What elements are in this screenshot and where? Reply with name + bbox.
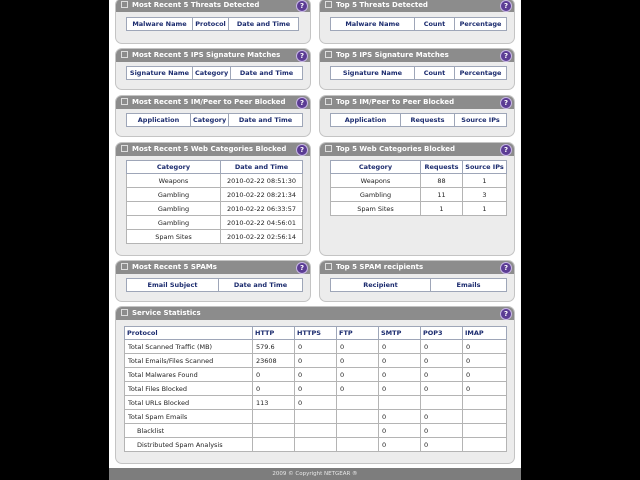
column-header[interactable]: Category — [127, 161, 221, 174]
table-cell: Gambling — [127, 216, 221, 230]
table-row — [127, 174, 303, 188]
table-cell: 0 — [379, 340, 421, 354]
table-row — [125, 424, 507, 438]
table-cell: 0 — [337, 382, 379, 396]
table-cell — [253, 438, 295, 452]
table-cell: 0 — [421, 354, 463, 368]
column-header: IMAP — [463, 327, 507, 340]
table-cell: 0 — [337, 354, 379, 368]
column-header[interactable]: Percentage — [455, 67, 507, 80]
table-cell — [379, 396, 421, 410]
top-im-panel — [319, 95, 515, 137]
collapse-icon[interactable] — [325, 1, 332, 8]
panel-header — [116, 143, 310, 156]
table-cell: 579.6 — [253, 340, 295, 354]
panel-header — [116, 0, 310, 12]
panel-title: Top 5 Threats Detected — [336, 1, 428, 9]
panel-title: Most Recent 5 SPAMs — [132, 263, 217, 271]
table-cell — [463, 424, 507, 438]
column-header[interactable]: Category — [191, 114, 229, 127]
column-header[interactable]: Source IPs — [455, 114, 507, 127]
collapse-icon[interactable] — [121, 98, 128, 105]
collapse-icon[interactable] — [325, 98, 332, 105]
row-label: Total Spam Emails — [125, 410, 253, 424]
top-im-table — [330, 113, 507, 127]
table-cell — [253, 410, 295, 424]
table-cell: Weapons — [331, 174, 421, 188]
panel-title: Top 5 IM/Peer to Peer Blocked — [336, 98, 455, 106]
collapse-icon[interactable] — [325, 145, 332, 152]
table-cell: 0 — [463, 340, 507, 354]
table-row — [125, 340, 507, 354]
recent-im-panel — [115, 95, 311, 137]
column-header[interactable]: Protocol — [193, 18, 229, 31]
table-row — [331, 188, 507, 202]
table-row — [331, 174, 507, 188]
recent-threats-table — [126, 17, 299, 31]
table-cell — [421, 396, 463, 410]
column-header[interactable]: Date and Time — [221, 161, 303, 174]
panel-title: Most Recent 5 IM/Peer to Peer Blocked — [132, 98, 286, 106]
collapse-icon[interactable] — [121, 263, 128, 270]
panel-header — [116, 49, 310, 62]
column-header[interactable]: Date and Time — [231, 67, 303, 80]
table-cell: 0 — [421, 410, 463, 424]
help-icon[interactable]: ? — [500, 144, 512, 156]
row-label: Blacklist — [125, 424, 253, 438]
column-header[interactable]: Source IPs — [463, 161, 507, 174]
table-cell: 2010-02-22 04:56:01 — [221, 216, 303, 230]
table-row — [127, 230, 303, 244]
table-row — [127, 216, 303, 230]
recent-im-table — [126, 113, 303, 127]
collapse-icon[interactable] — [121, 51, 128, 58]
table-cell: 0 — [379, 424, 421, 438]
panel-header — [116, 261, 310, 274]
table-cell: 0 — [295, 354, 337, 368]
help-icon[interactable]: ? — [500, 97, 512, 109]
table-cell — [337, 410, 379, 424]
table-cell: 0 — [421, 424, 463, 438]
column-header: HTTP — [253, 327, 295, 340]
column-header[interactable]: Date and Time — [229, 18, 299, 31]
table-cell — [295, 438, 337, 452]
recent-web-categories-table — [126, 160, 303, 244]
table-cell: 0 — [253, 382, 295, 396]
top-threats-table — [330, 17, 507, 31]
table-cell: 11 — [421, 188, 463, 202]
recent-threats-panel — [115, 0, 311, 44]
table-cell: 1 — [421, 202, 463, 216]
panel-title: Most Recent 5 IPS Signature Matches — [132, 51, 281, 59]
panel-title: Service Statistics — [132, 309, 201, 317]
panel-header — [116, 96, 310, 109]
collapse-icon[interactable] — [325, 51, 332, 58]
table-cell: 3 — [463, 188, 507, 202]
help-icon[interactable]: ? — [296, 262, 308, 274]
table-cell — [337, 438, 379, 452]
column-header[interactable]: Emails — [431, 279, 507, 292]
table-cell: 0 — [463, 368, 507, 382]
help-icon[interactable]: ? — [500, 0, 512, 12]
collapse-icon[interactable] — [121, 1, 128, 8]
table-cell: 0 — [295, 396, 337, 410]
row-label: Total Files Blocked — [125, 382, 253, 396]
table-cell — [463, 410, 507, 424]
top-ips-panel — [319, 48, 515, 90]
help-icon[interactable]: ? — [296, 144, 308, 156]
table-row — [125, 410, 507, 424]
panel-title: Most Recent 5 Web Categories Blocked — [132, 145, 287, 153]
panel-header — [320, 96, 514, 109]
column-header: HTTPS — [295, 327, 337, 340]
column-header[interactable]: Date and Time — [229, 114, 303, 127]
table-cell: 0 — [379, 438, 421, 452]
row-label: Total URLs Blocked — [125, 396, 253, 410]
top-spam-recipients-panel — [319, 260, 515, 302]
column-header[interactable]: Count — [415, 67, 455, 80]
table-cell: 0 — [379, 410, 421, 424]
collapse-icon[interactable] — [121, 145, 128, 152]
table-cell: 0 — [421, 340, 463, 354]
table-row — [127, 188, 303, 202]
row-label: Distributed Spam Analysis — [125, 438, 253, 452]
column-header[interactable]: Requests — [401, 114, 455, 127]
table-row — [127, 202, 303, 216]
table-row — [331, 202, 507, 216]
table-cell: 88 — [421, 174, 463, 188]
table-cell: 0 — [421, 438, 463, 452]
column-header[interactable]: Application — [331, 114, 401, 127]
column-header[interactable]: Application — [127, 114, 191, 127]
table-cell: 2010-02-22 08:51:30 — [221, 174, 303, 188]
table-cell: 0 — [253, 368, 295, 382]
recent-spams-panel — [115, 260, 311, 302]
collapse-icon[interactable] — [325, 263, 332, 270]
column-header[interactable]: Percentage — [455, 18, 507, 31]
help-icon[interactable]: ? — [500, 50, 512, 62]
panel-header — [320, 49, 514, 62]
table-cell — [295, 424, 337, 438]
table-cell: 113 — [253, 396, 295, 410]
table-cell: 0 — [463, 382, 507, 396]
help-icon[interactable]: ? — [296, 50, 308, 62]
service-statistics-table — [124, 326, 507, 452]
recent-web-categories-panel — [115, 142, 311, 256]
help-icon[interactable]: ? — [296, 97, 308, 109]
table-cell: Spam Sites — [331, 202, 421, 216]
table-cell — [337, 396, 379, 410]
table-cell: Gambling — [127, 188, 221, 202]
table-cell: 1 — [463, 174, 507, 188]
table-row — [125, 396, 507, 410]
help-icon[interactable]: ? — [500, 262, 512, 274]
collapse-icon[interactable] — [121, 309, 128, 316]
top-threats-panel — [319, 0, 515, 44]
table-cell: 0 — [421, 368, 463, 382]
column-header[interactable]: Malware Name — [331, 18, 415, 31]
column-header[interactable]: Signature Name — [331, 67, 415, 80]
top-web-categories-panel — [319, 142, 515, 256]
column-header[interactable]: Email Subject — [127, 279, 219, 292]
table-cell — [253, 424, 295, 438]
table-cell: 0 — [379, 382, 421, 396]
column-header[interactable]: Requests — [421, 161, 463, 174]
table-cell: 0 — [295, 368, 337, 382]
panel-header — [320, 143, 514, 156]
panel-title: Most Recent 5 Threats Detected — [132, 1, 260, 9]
panel-header — [116, 307, 514, 320]
table-cell: Spam Sites — [127, 230, 221, 244]
table-cell: 2010-02-22 06:33:57 — [221, 202, 303, 216]
column-header: POP3 — [421, 327, 463, 340]
table-cell — [295, 410, 337, 424]
panel-title: Top 5 Web Categories Blocked — [336, 145, 455, 153]
panel-header — [320, 261, 514, 274]
column-header: Protocol — [125, 327, 253, 340]
column-header[interactable]: Count — [415, 18, 455, 31]
panel-title: Top 5 SPAM recipients — [336, 263, 424, 271]
table-cell: 0 — [379, 368, 421, 382]
table-cell: 0 — [421, 382, 463, 396]
table-cell: Gambling — [127, 202, 221, 216]
column-header: FTP — [337, 327, 379, 340]
table-cell: 0 — [463, 354, 507, 368]
table-cell — [463, 396, 507, 410]
table-row — [125, 382, 507, 396]
table-cell: 2010-02-22 08:21:34 — [221, 188, 303, 202]
table-cell: 0 — [337, 340, 379, 354]
column-header[interactable]: Category — [331, 161, 421, 174]
table-cell: 0 — [295, 382, 337, 396]
table-cell: 0 — [337, 368, 379, 382]
row-label: Total Malwares Found — [125, 368, 253, 382]
copyright-footer: 2009 © Copyright NETGEAR ® — [109, 468, 521, 480]
top-web-categories-table — [330, 160, 507, 216]
table-cell: 2010-02-22 02:56:14 — [221, 230, 303, 244]
help-icon[interactable]: ? — [296, 0, 308, 12]
dashboard-page — [109, 0, 521, 480]
table-cell: 0 — [295, 340, 337, 354]
table-row — [125, 368, 507, 382]
table-cell — [463, 438, 507, 452]
top-ips-table — [330, 66, 507, 80]
service-statistics-panel — [115, 306, 515, 464]
table-cell: 1 — [463, 202, 507, 216]
column-header[interactable]: Date and Time — [219, 279, 303, 292]
column-header[interactable]: Signature Name — [127, 67, 193, 80]
help-icon[interactable]: ? — [500, 308, 512, 320]
panel-header — [320, 0, 514, 12]
top-spam-recipients-table — [330, 278, 507, 292]
table-cell: 23608 — [253, 354, 295, 368]
row-label: Total Emails/Files Scanned — [125, 354, 253, 368]
table-cell — [337, 424, 379, 438]
recent-ips-table — [126, 66, 303, 80]
table-row — [125, 438, 507, 452]
panel-title: Top 5 IPS Signature Matches — [336, 51, 449, 59]
column-header: SMTP — [379, 327, 421, 340]
table-cell: Weapons — [127, 174, 221, 188]
row-label: Total Scanned Traffic (MB) — [125, 340, 253, 354]
column-header[interactable]: Recipient — [331, 279, 431, 292]
table-cell: 0 — [379, 354, 421, 368]
column-header[interactable]: Malware Name — [127, 18, 193, 31]
table-row — [125, 354, 507, 368]
table-cell: Gambling — [331, 188, 421, 202]
recent-spams-table — [126, 278, 303, 292]
column-header[interactable]: Category — [193, 67, 231, 80]
recent-ips-panel — [115, 48, 311, 90]
